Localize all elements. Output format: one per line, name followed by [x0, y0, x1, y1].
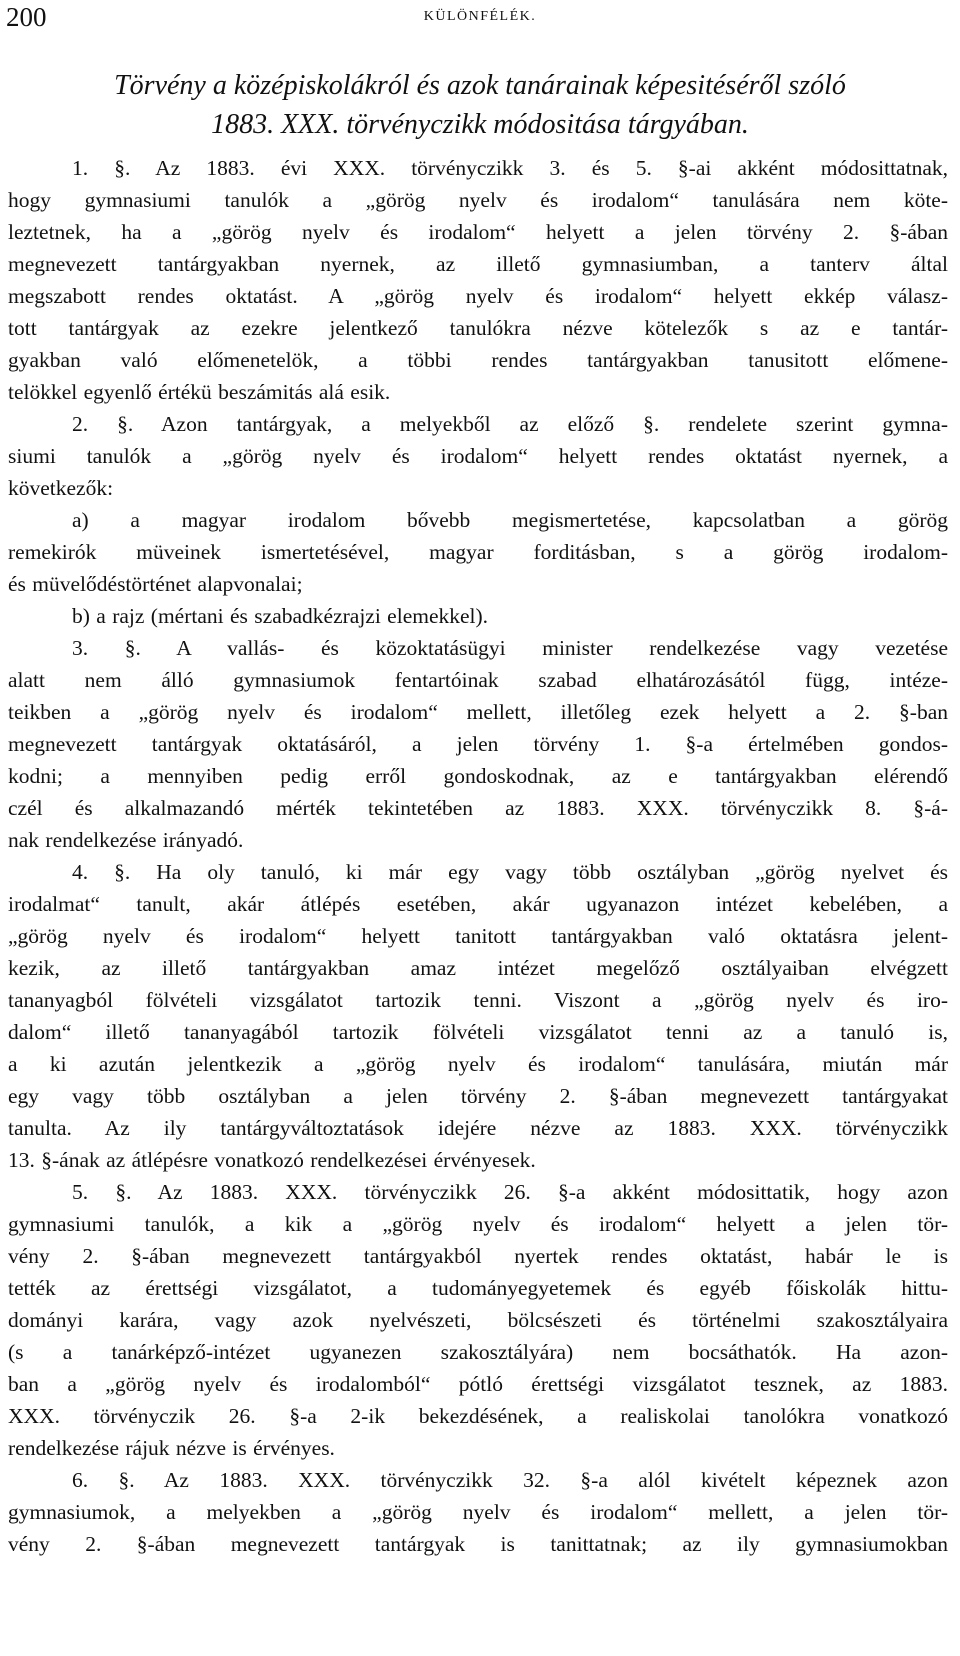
- text-line: leztetnek, ha a „görög nyelv és irodalom“ helyett a jelen törvény 2. §-ában: [8, 220, 948, 244]
- text-line: remekirók müveinek ismertetésével, magyar forditásban, s a görög irodalom-: [8, 540, 948, 564]
- text-line: tanulta. Az ily tantárgyváltoztatások idejére nézve az 1883. XXX. törvényczikk: [8, 1116, 948, 1140]
- text-line: 5. §. Az 1883. XXX. törvényczikk 26. §-a akként módosittatik, hogy azon: [72, 1180, 948, 1204]
- text-line: tananyagból fölvételi vizsgálatot tartozik tenni. Viszont a „görög nyelv és iro-: [8, 988, 948, 1012]
- text-line: a) a magyar irodalom bővebb megismertetése, kapcsolatban a görög: [72, 508, 948, 532]
- text-line: „görög nyelv és irodalom“ helyett tanitott tantárgyakban való oktatásra jelent-: [8, 924, 948, 948]
- title-line: Törvény a középiskolákról és azok tanárainak képesitéséről szóló: [114, 70, 846, 101]
- text-line: 2. §. Azon tantárgyak, a melyekből az előző §. rendelete szerint gymna-: [72, 412, 948, 436]
- text-line: dományi karára, vagy azok nyelvészeti, bölcsészeti és történelmi szakosztályaira: [8, 1308, 948, 1332]
- text-line: 4. §. Ha oly tanuló, ki már egy vagy több osztályban „görög nyelvet és: [72, 860, 948, 884]
- text-line: 13. §-ának az átlépésre vonatkozó rendelkezései érvényesek.: [8, 1148, 536, 1172]
- text-line: 1. §. Az 1883. évi XXX. törvényczikk 3. és 5. §-ai akként módosittatnak,: [72, 156, 948, 180]
- text-line: XXX. törvényczik 26. §-a 2-ik bekezdésének, a realiskolai tanolókra vonatkozó: [8, 1404, 948, 1428]
- text-line: vény 2. §-ában megnevezett tantárgyak is tanittatnak; az ily gymnasiumokban: [8, 1532, 948, 1556]
- text-line: (s a tanárképző-intézet ugyanezen szakosztályára) nem bocsáthatók. Ha azon-: [8, 1340, 948, 1364]
- text-line: megnevezett tantárgyak oktatásáról, a jelen törvény 1. §-a értelmében gondos-: [8, 732, 948, 756]
- paragraph-section-1: [8, 152, 948, 408]
- body-text: [8, 152, 948, 1560]
- text-line: b) a rajz (mértani és szabadkézrajzi elemekkel).: [72, 604, 489, 628]
- list-item-a: [8, 504, 948, 600]
- article-title: [60, 66, 900, 144]
- paragraph-section-3: [8, 632, 948, 856]
- text-line: kezik, az illető tantárgyakban amaz intézet megelőző osztályaiban elvégzett: [8, 956, 948, 980]
- text-line: következők:: [8, 476, 114, 500]
- text-line: és müvelődéstörténet alapvonalai;: [8, 572, 303, 596]
- text-line: siumi tanulók a „görög nyelv és irodalom“ helyett rendes oktatást nyernek, a: [8, 444, 948, 468]
- text-line: czél és alkalmazandó mérték tekintetében az 1883. XXX. törvényczikk 8. §-á-: [8, 796, 948, 820]
- text-line: a ki azután jelentkezik a „görög nyelv és irodalom“ tanulására, miután már: [8, 1052, 948, 1076]
- text-line: gymnasiumok, a melyekben a „görög nyelv és irodalom“ mellett, a jelen tör-: [8, 1500, 948, 1524]
- paragraph-section-4: [8, 856, 948, 1176]
- text-line: rendelkezése rájuk nézve is érvényes.: [8, 1436, 335, 1460]
- section-title: KÜLÖNFÉLÉK.: [423, 9, 537, 24]
- text-line: kodni; a mennyiben pedig erről gondoskodnak, az e tantárgyakban elérendő: [8, 764, 948, 788]
- page-number: 200: [6, 2, 47, 32]
- text-line: tott tantárgyak az ezekre jelentkező tanulókra nézve kötelezők s az e tantár-: [8, 316, 948, 340]
- text-line: nak rendelkezése irányadó.: [8, 828, 244, 852]
- title-line: 1883. XXX. törvényczikk módositása tárgyában.: [211, 109, 749, 140]
- text-line: megszabott rendes oktatást. A „görög nyelv és irodalom“ helyett ekkép válasz-: [8, 284, 948, 308]
- text-line: telökkel egyenlő értékü beszámitás alá esik.: [8, 380, 391, 404]
- text-line: gymnasiumi tanulók, a kik a „görög nyelv és irodalom“ helyett a jelen tör-: [8, 1212, 948, 1236]
- text-line: 6. §. Az 1883. XXX. törvényczikk 32. §-a alól kivételt képeznek azon: [72, 1468, 948, 1492]
- text-line: egy vagy több osztályban a jelen törvény 2. §-ában megnevezett tantárgyakat: [8, 1084, 948, 1108]
- text-line: teikben a „görög nyelv és irodalom“ mellett, illetőleg ezek helyett a 2. §-ban: [8, 700, 948, 724]
- text-line: 3. §. A vallás- és közoktatásügyi minister rendelkezése vagy vezetése: [72, 636, 948, 660]
- paragraph-section-5: [8, 1176, 948, 1464]
- text-line: hogy gymnasiumi tanulók a „görög nyelv és irodalom“ tanulására nem köte-: [8, 188, 948, 212]
- paragraph-section-6: [8, 1464, 948, 1560]
- text-line: vény 2. §-ában megnevezett tantárgyakból nyertek rendes oktatást, habár le is: [8, 1244, 948, 1268]
- text-line: ban a „görög nyelv és irodalomból“ pótló érettségi vizsgálatot tesznek, az 1883.: [8, 1372, 948, 1396]
- list-item-b: [8, 600, 948, 632]
- paragraph-section-2: [8, 408, 948, 504]
- text-line: gyakban való előmenetelök, a többi rendes tantárgyakban tanusitott előmene-: [8, 348, 948, 372]
- text-line: dalom“ illető tananyagából tartozik fölvételi vizsgálatot tenni az a tanuló is,: [8, 1020, 948, 1044]
- running-head: [6, 2, 954, 32]
- text-line: irodalmat“ tanult, akár átlépés esetében, akár ugyanazon intézet kebelében, a: [8, 892, 948, 916]
- text-line: alatt nem álló gymnasiumok fentartóinak szabad elhatározásától függ, intéze-: [8, 668, 948, 692]
- text-line: tették az érettségi vizsgálatot, a tudományegyetemek és egyéb főiskolák hittu-: [8, 1276, 948, 1300]
- text-line: megnevezett tantárgyakban nyernek, az illető gymnasiumban, a tanterv által: [8, 252, 948, 276]
